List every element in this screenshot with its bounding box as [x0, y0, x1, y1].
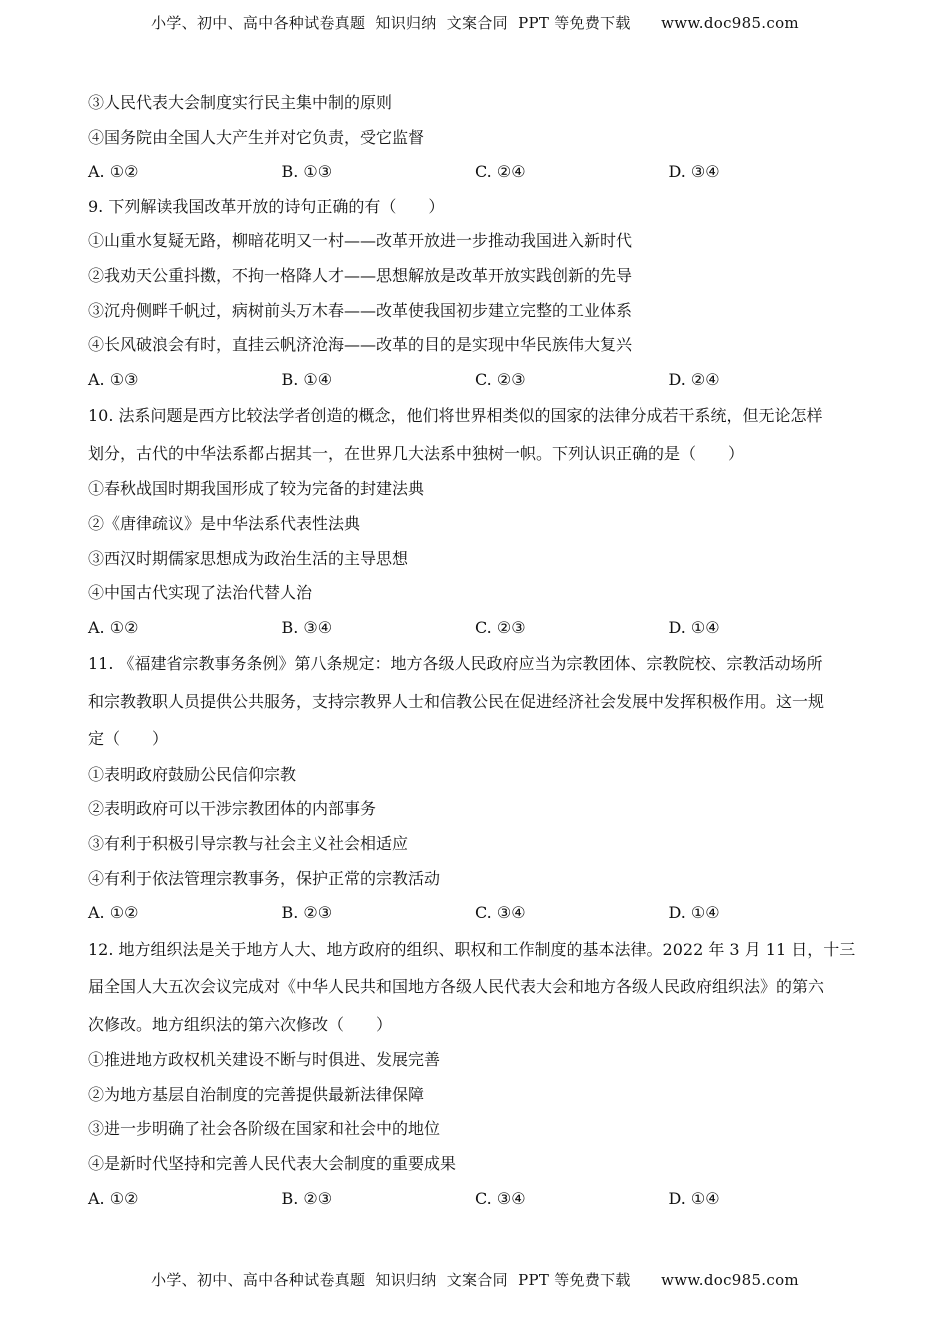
q9-item-4: ④长风破浪会有时，直挂云帆济沧海——改革的目的是实现中华民族伟大复兴 [88, 335, 633, 355]
q11-item-3: ③有利于积极引导宗教与社会主义社会相适应 [88, 834, 409, 853]
q11-option-a: A. ①② [88, 903, 139, 923]
q9-item-3: ③沉舟侧畔千帆过，病树前头万木春——改革使我国初步建立完整的工业体系 [88, 300, 633, 320]
q11-stem-line-3: 定（ ） [88, 729, 169, 749]
page-footer: 小学、初中、高中各种试卷真题 知识归纳 文案合同 PPT 等免费下载 www.doc985.com [151, 1271, 799, 1289]
q10-item-1: ①春秋战国时期我国形成了较为完备的封建法典 [88, 479, 425, 499]
q12-option-c: C. ③④ [475, 1188, 526, 1208]
q10-stem-line-1: 10. 法系问题是西方比较法学者创造的概念，他们将世界相类似的国家的法律分成若干系统，但无论怎样 [88, 406, 823, 426]
q10-item-4: ④中国古代实现了法治代替人治 [88, 583, 313, 603]
q9-item-2: ②我劝天公重抖擞，不拘一格降人才——思想解放是改革开放实践创新的先导 [88, 265, 633, 285]
q9-option-d: D. ②④ [668, 369, 720, 389]
q12-stem-line-2: 届全国人大五次会议完成对《中华人民共和国地方各级人民代表大会和地方各级人民政府组织法》的第六 [88, 977, 825, 997]
q10-option-a: A. ①② [88, 617, 139, 637]
q8-option-a: A. ①② [88, 162, 139, 182]
q10-stem-line-2: 划分，古代的中华法系都占据其一，在世界几大法系中独树一帜。下列认识正确的是（ ） [88, 443, 745, 463]
q10-option-c: C. ②③ [475, 617, 526, 637]
q12-option-d: D. ①④ [668, 1188, 720, 1208]
q8-options [88, 155, 862, 190]
exam-content [88, 86, 862, 1216]
q12-item-3: ③进一步明确了社会各阶级在国家和社会中的地位 [88, 1119, 441, 1139]
q8-option-c: C. ②④ [475, 162, 526, 182]
q12-option-b: B. ②③ [281, 1188, 333, 1208]
q11-options [88, 896, 862, 931]
q12-options [88, 1182, 862, 1217]
q8-option-d: D. ③④ [668, 162, 720, 182]
q11-stem-line-2: 和宗教教职人员提供公共服务，支持宗教界人士和信教公民在促进经济社会发展中发挥积极作用。这一规 [88, 691, 825, 711]
q11-item-4: ④有利于依法管理宗教事务，保护正常的宗教活动 [88, 868, 441, 888]
q12-stem-line-1: 12. 地方组织法是关于地方人大、地方政府的组织、职权和工作制度的基本法律。2022 年 3 月 11 日，十三 [88, 939, 856, 959]
q11-option-c: C. ③④ [475, 903, 526, 923]
q10-option-d: D. ①④ [668, 617, 720, 637]
q11-item-2: ②表明政府可以干涉宗教团体的内部事务 [88, 799, 377, 819]
q9-option-b: B. ①④ [281, 369, 333, 389]
q10-options [88, 611, 862, 646]
q12-stem-line-3: 次修改。地方组织法的第六次修改（ ） [88, 1014, 393, 1034]
q9-stem: 9. 下列解读我国改革开放的诗句正确的有（ ） [88, 196, 445, 216]
q12-option-a: A. ①② [88, 1188, 139, 1208]
q10-item-3: ③西汉时期儒家思想成为政治生活的主导思想 [88, 548, 409, 568]
q11-option-d: D. ①④ [668, 903, 720, 923]
q9-option-a: A. ①③ [88, 369, 139, 389]
q9-item-1: ①山重水复疑无路，柳暗花明又一村——改革开放进一步推动我国进入新时代 [88, 231, 633, 251]
q12-item-1: ①推进地方政权机关建设不断与时俱进、发展完善 [88, 1050, 441, 1070]
q8-item-3: ③人民代表大会制度实行民主集中制的原则 [88, 93, 393, 112]
q8-item-4: ④国务院由全国人大产生并对它负责，受它监督 [88, 127, 425, 147]
q9-options [88, 363, 862, 398]
q10-option-b: B. ③④ [281, 617, 333, 637]
page-header: 小学、初中、高中各种试卷真题 知识归纳 文案合同 PPT 等免费下载 www.doc985.com [151, 14, 799, 32]
q9-option-c: C. ②③ [475, 369, 526, 389]
q11-stem-line-1: 11. 《福建省宗教事务条例》第八条规定：地方各级人民政府应当为宗教团体、宗教院校、宗教活动场所 [88, 654, 823, 674]
q12-item-2: ②为地方基层自治制度的完善提供最新法律保障 [88, 1084, 425, 1104]
q11-option-b: B. ②③ [281, 903, 333, 923]
q8-option-b: B. ①③ [281, 162, 333, 182]
q10-item-2: ②《唐律疏议》是中华法系代表性法典 [88, 513, 361, 533]
q12-item-4: ④是新时代坚持和完善人民代表大会制度的重要成果 [88, 1154, 457, 1174]
q11-item-1: ①表明政府鼓励公民信仰宗教 [88, 764, 297, 784]
